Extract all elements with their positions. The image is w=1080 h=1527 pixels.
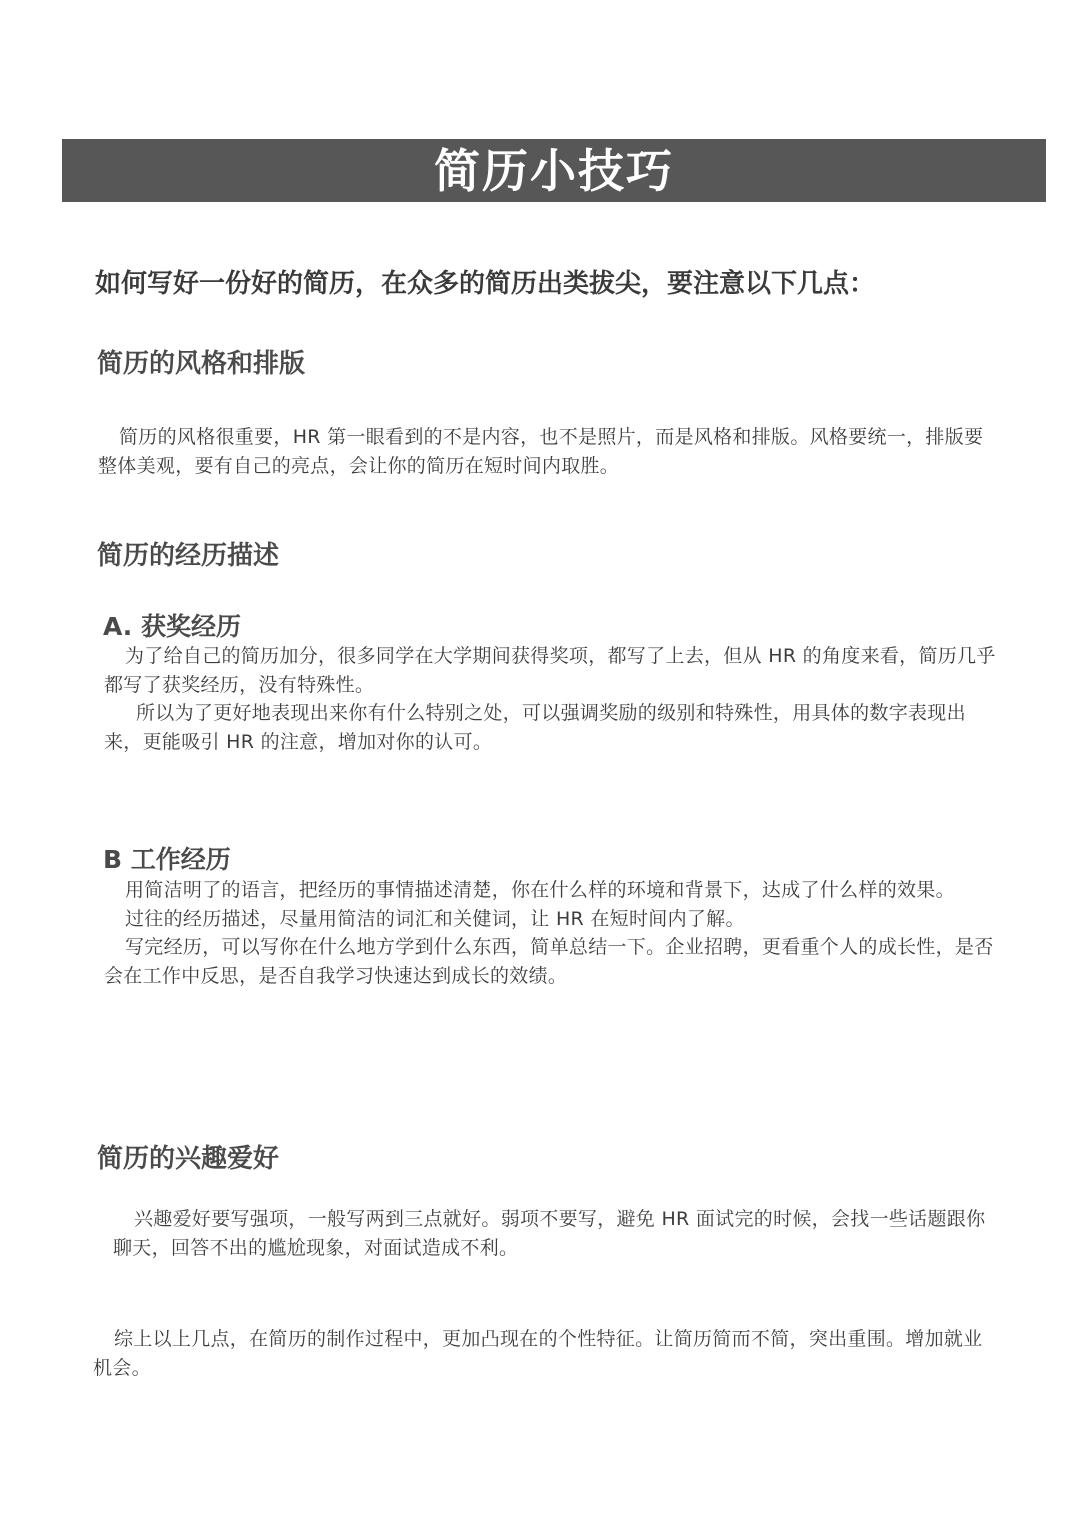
hobbies-paragraph-text: 兴趣爱好要写强项，一般写两到三点就好。弱项不要写，避免 HR 面试完的时候，会找一些话题跟你聊天，回答不出的尴尬现象，对面试造成不利。 [113, 1208, 986, 1259]
work-paragraph-3: 写完经历，可以写你在什么地方学到什么东西，简单总结一下。企业招聘，更看重个人的成长性，是否会在工作中反思，是否自我学习快速达到成长的效绩。 [104, 936, 994, 987]
section-heading-hobbies: 简历的兴趣爱好 [97, 1144, 280, 1174]
subsection-heading-awards: A. 获奖经历 [103, 612, 242, 641]
summary-text: 综上以上几点，在简历的制作过程中，更加凸现在的个性特征。让简历简而不简，突出重围。增加就业机会。 [93, 1328, 983, 1379]
section-heading-style: 简历的风格和排版 [97, 349, 306, 379]
work-paragraph-2: 过往的经历描述，尽量用简洁的词汇和关健词，让 HR 在短时间内了解。 [125, 907, 745, 930]
awards-paragraphs [104, 642, 1000, 756]
hobbies-paragraph [113, 1205, 998, 1262]
awards-paragraph-1: 为了给自己的简历加分，很多同学在大学期间获得奖项，都写了上去，但从 HR 的角度来看，简历几乎都写了获奖经历，没有特殊性。 [104, 645, 996, 696]
page-title: 简历小技巧 [434, 143, 674, 198]
section-style-paragraph [98, 423, 998, 480]
work-paragraphs [104, 876, 1000, 990]
section-heading-experience: 简历的经历描述 [97, 541, 280, 571]
summary-paragraph [93, 1325, 998, 1382]
title-banner [62, 139, 1046, 202]
work-paragraph-1: 用简洁明了的语言，把经历的事情描述清楚，你在什么样的环境和背景下，达成了什么样的效果。 [125, 879, 955, 901]
style-paragraph-text: 简历的风格很重要，HR 第一眼看到的不是内容，也不是照片，而是风格和排版。风格要统一，排版要整体美观，要有自己的亮点，会让你的简历在短时间内取胜。 [98, 426, 984, 477]
awards-paragraph-2: 所以为了更好地表现出来你有什么特别之处，可以强调奖励的级别和特殊性，用具体的数字表现出来，更能吸引 HR 的注意，增加对你的认可。 [104, 702, 966, 753]
intro-text: 如何写好一份好的简历，在众多的简历出类拔尖，要注意以下几点： [95, 269, 876, 299]
subsection-heading-work: B 工作经历 [103, 845, 231, 874]
